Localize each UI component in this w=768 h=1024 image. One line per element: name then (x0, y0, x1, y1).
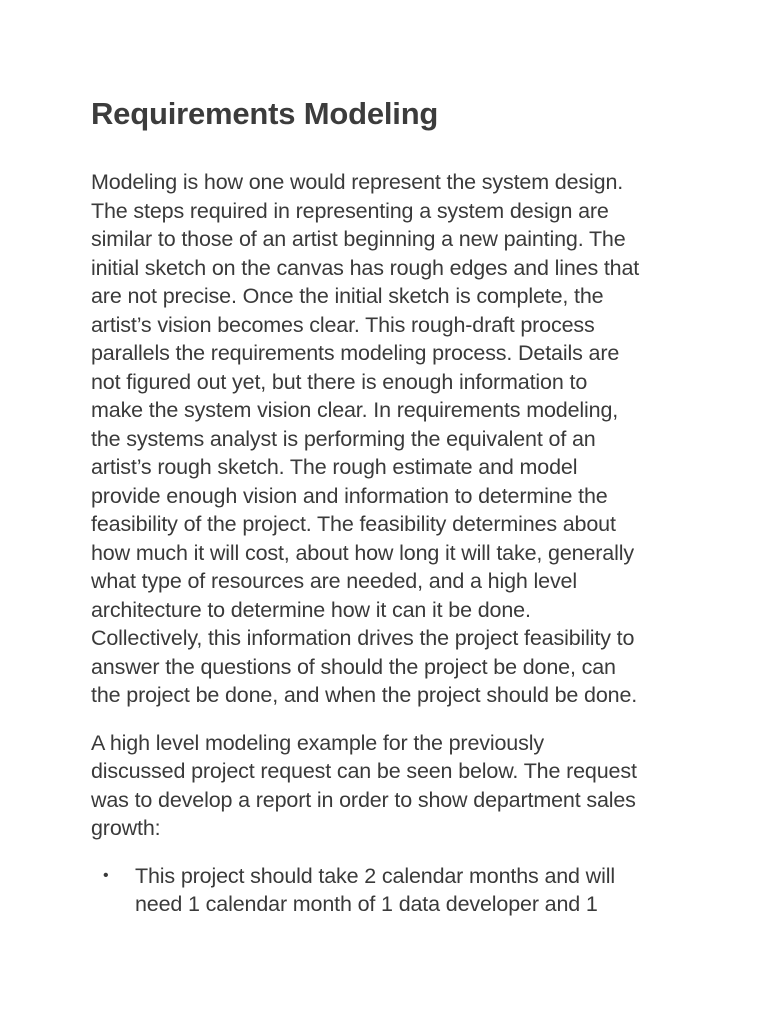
list-item-line: This project should take 2 calendar months and will (135, 863, 615, 888)
paragraph-line: A high level modeling example for the previously (91, 730, 544, 755)
paragraph-line: was to develop a report in order to show department sales (91, 787, 636, 812)
paragraph-line: initial sketch on the canvas has rough edges and lines that (91, 255, 640, 280)
paragraph-line: answer the questions of should the project be done, can (91, 654, 616, 679)
bullet-list (91, 862, 691, 919)
paragraph-line: not figured out yet, but there is enough information to (91, 369, 588, 394)
paragraph-line: feasibility of the project. The feasibility determines about (91, 512, 616, 536)
paragraph-line: make the system vision clear. In requirements modeling, (91, 398, 619, 422)
paragraph-line: Modeling is how one would represent the system design. (91, 170, 624, 194)
paragraph-line: discussed project request can be seen below. The request (91, 759, 637, 783)
paragraph-line: what type of resources are needed, and a high level (91, 569, 577, 593)
paragraph-line: artist’s rough sketch. The rough estimate and model (91, 455, 578, 479)
paragraph-line: architecture to determine how it can it be done. (91, 597, 531, 622)
list-item (91, 862, 691, 919)
paragraph-line: parallels the requirements modeling process. Details are (91, 341, 620, 365)
paragraph-line: provide enough vision and information to determine the (91, 483, 608, 508)
document-page (91, 92, 691, 919)
paragraph-line: The steps required in representing a system design are (91, 198, 609, 223)
page-title: Requirements Modeling (91, 96, 439, 131)
paragraph-line: how much it will cost, about how long it will take, generally (91, 540, 634, 565)
bullet-icon: • (103, 866, 109, 884)
paragraph-line: growth: (91, 816, 161, 840)
paragraph-line: artist’s vision becomes clear. This rough-draft process (91, 312, 595, 337)
paragraph-modeling-intro (91, 168, 691, 710)
list-item-line: need 1 calendar month of 1 data developer and 1 (135, 892, 598, 916)
paragraph-line: the systems analyst is performing the equivalent of an (91, 426, 596, 451)
paragraph-line: the project be done, and when the project should be done. (91, 683, 638, 707)
paragraph-line: Collectively, this information drives the project feasibility to (91, 626, 635, 650)
paragraph-line: are not precise. Once the initial sketch is complete, the (91, 284, 604, 308)
paragraph-line: similar to those of an artist beginning a new painting. The (91, 227, 626, 251)
paragraph-modeling-example (91, 729, 691, 843)
